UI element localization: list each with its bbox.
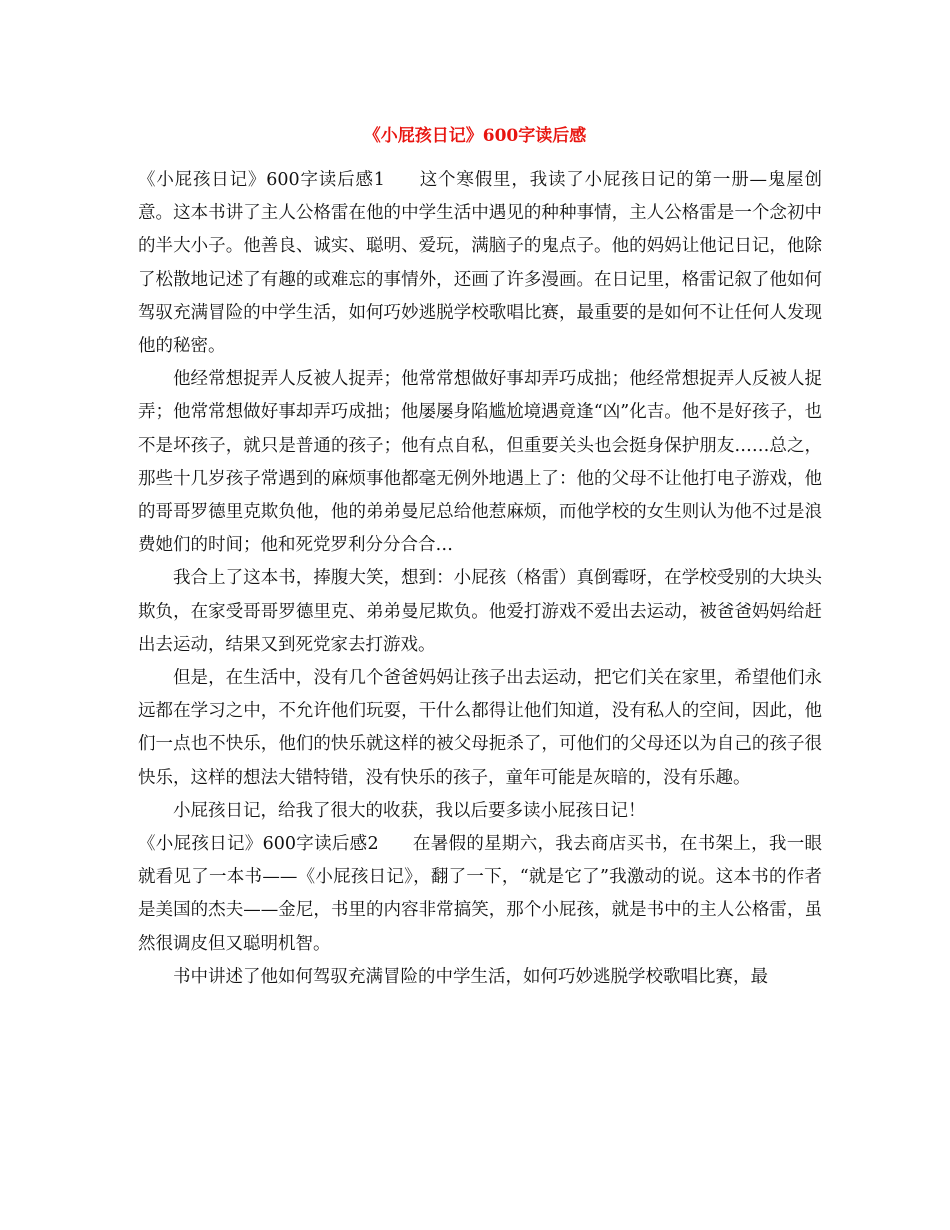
document-title: 《小屁孩日记》600字读后感 — [363, 126, 587, 146]
paragraph-1 — [138, 164, 822, 363]
paragraph-7: 书中讲述了他如何驾驭充满冒险的中学生活，如何巧妙逃脱学校歌唱比赛，最 — [173, 966, 768, 987]
section-heading-1: 《小屁孩日记》600字读后感1 — [138, 170, 385, 190]
paragraph-1-text: 这个寒假里，我读了小屁孩日记的第一册—鬼屋创意。这本书讲了主人公格雷在他的中学生活中遇见的种种事情，主人公格雷是一个念初中的半大小子。他善良、诚实、聪明、爱玩，满脑子的鬼点子。他的妈妈让他记日记，他除了松散地记述了有趣的或难忘的事情外，还画了许多漫画。在日记里，格雷记叙了他如何驾驭充满冒险的中学生活，如何巧妙逃脱学校歌唱比赛，最重要的是如何不让任何人发现他的秘密。 — [138, 170, 822, 357]
document-body — [138, 164, 822, 994]
section-heading-2: 《小屁孩日记》600字读后感2 — [138, 834, 379, 855]
paragraph-5: 小屁孩日记，给我了很大的收获，我以后要多读小屁孩日记！ — [173, 800, 646, 821]
paragraph-2: 他经常想捉弄人反被人捉弄；他常常想做好事却弄巧成拙；他经常想捉弄人反被人捉弄；他常常想做好事却弄巧成拙；他屡屡身陷尴尬境遇竟逢“凶”化吉。他不是好孩子，也不是坏孩子，就只是普通的孩子；他有点自私，但重要关头也会挺身保护朋友……总之，那些十几岁孩子常遇到的麻烦事他都毫无例外地遇上了：他的父母不让他打电子游戏，他的哥哥罗德里克欺负他，他的弟弟曼尼总给他惹麻烦，而他学校的女生则认为他不过是浪费她们的时间；他和死党罗利分分合合… — [138, 369, 822, 556]
paragraph-6-text: 在暑假的星期六，我去商店买书，在书架上，我一眼就看见了一本书——《小屁孩日记》，翻了一下，“就是它了”我激动的说。这本书的作者是美国的杰夫——金尼，书里的内容非常搞笑，那个小屁孩，就是书中的主人公格雷，虽然很调皮但又聪明机智。 — [138, 834, 822, 954]
paragraph-6 — [138, 828, 822, 961]
paragraph-3: 我合上了这本书，捧腹大笑，想到：小屁孩（格雷）真倒霉呀，在学校受别的大块头欺负，在家受哥哥罗德里克、弟弟曼尼欺负。他爱打游戏不爱出去运动，被爸爸妈妈给赶出去运动，结果又到死党家去打游戏。 — [138, 568, 822, 655]
paragraph-4: 但是，在生活中，没有几个爸爸妈妈让孩子出去运动，把它们关在家里，希望他们永远都在学习之中，不允许他们玩耍，干什么都得让他们知道，没有私人的空间，因此，他们一点也不快乐，他们的快乐就这样的被父母扼杀了，可他们的父母还以为自己的孩子很快乐，这样的想法大错特错，没有快乐的孩子，童年可能是灰暗的，没有乐趣。 — [138, 668, 822, 788]
